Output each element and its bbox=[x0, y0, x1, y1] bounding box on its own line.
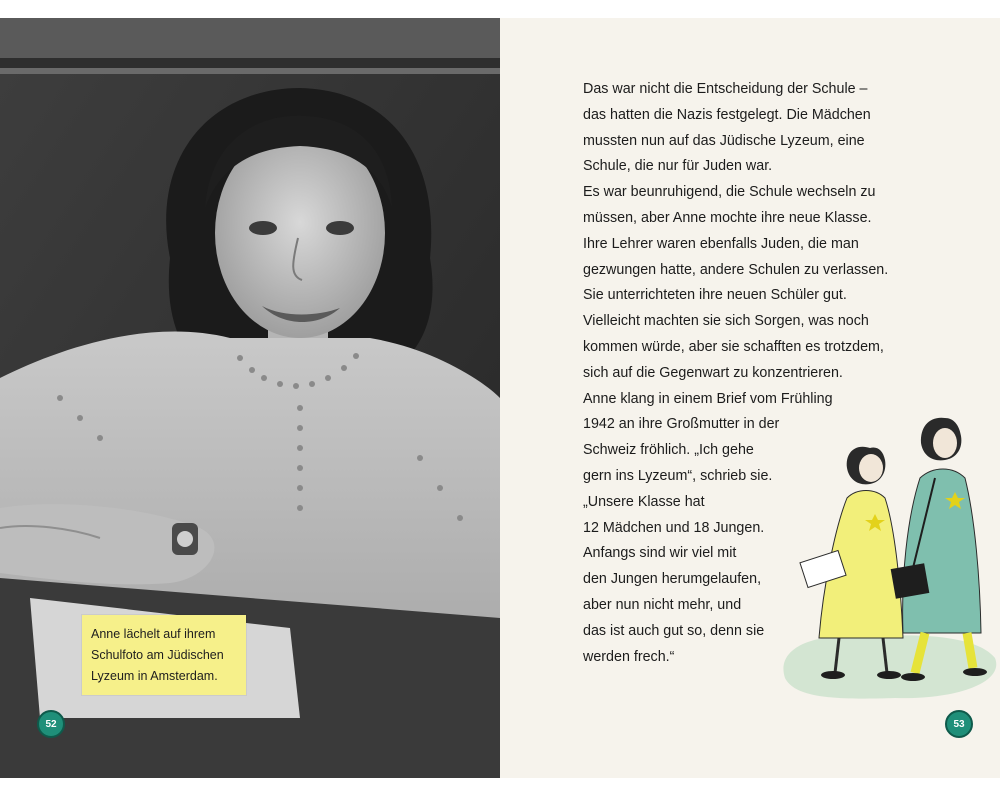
text-line: das hatten die Nazis festgelegt. Die Mädchen bbox=[583, 106, 871, 123]
text-line: gezwungen hatte, andere Schulen zu verlassen. bbox=[583, 261, 889, 278]
text-line: 12 Mädchen und 18 Jungen. bbox=[583, 519, 765, 536]
page-number-right: 53 bbox=[945, 710, 973, 738]
text-line: Es war beunruhigend, die Schule wechseln zu bbox=[583, 184, 876, 201]
text-line: Anfangs sind wir viel mit bbox=[583, 545, 737, 562]
text-line: Das war nicht die Entscheidung der Schule – bbox=[583, 81, 868, 97]
text-line: das ist auch gut so, denn sie bbox=[583, 622, 765, 639]
text-line: mussten nun auf das Jüdische Lyzeum, eine bbox=[583, 132, 865, 149]
text-line: Schule, die nur für Juden war. bbox=[583, 158, 773, 175]
text-line: „Unsere Klasse hat bbox=[583, 493, 705, 510]
page-number-left: 52 bbox=[37, 710, 65, 738]
school-photo bbox=[0, 18, 500, 778]
text-line: müssen, aber Anne mochte ihre neue Klasse. bbox=[583, 209, 872, 226]
text-line: Sie unterrichteten ihre neuen Schüler gut. bbox=[583, 287, 847, 304]
text-line: sich auf die Gegenwart zu konzentrieren. bbox=[583, 364, 843, 381]
book-spread bbox=[0, 18, 1000, 778]
text-line: Schweiz fröhlich. „Ich gehe bbox=[583, 442, 754, 459]
left-page bbox=[0, 18, 500, 778]
two-girls-illustration bbox=[775, 388, 1000, 708]
right-page bbox=[500, 18, 1000, 778]
text-line: 1942 an ihre Großmutter in der bbox=[583, 416, 780, 433]
text-line: aber nun nicht mehr, und bbox=[583, 596, 742, 613]
text-line: Vielleicht machten sie sich Sorgen, was noch bbox=[583, 313, 869, 330]
text-line: kommen würde, aber sie schafften es trotzdem, bbox=[583, 338, 884, 355]
text-line: Anne klang in einem Brief vom Frühling bbox=[583, 390, 833, 407]
text-line: werden frech.“ bbox=[583, 648, 675, 665]
text-line: Ihre Lehrer waren ebenfalls Juden, die man bbox=[583, 235, 859, 252]
caption-line: Anne lächelt auf ihrem bbox=[91, 627, 216, 641]
photo-caption bbox=[82, 615, 246, 695]
caption-line: Lyzeum in Amsterdam. bbox=[91, 669, 218, 683]
text-line: gern ins Lyzeum“, schrieb sie. bbox=[583, 467, 773, 484]
text-line: den Jungen herumgelaufen, bbox=[583, 571, 762, 588]
caption-line: Schulfoto am Jüdischen bbox=[91, 648, 224, 662]
